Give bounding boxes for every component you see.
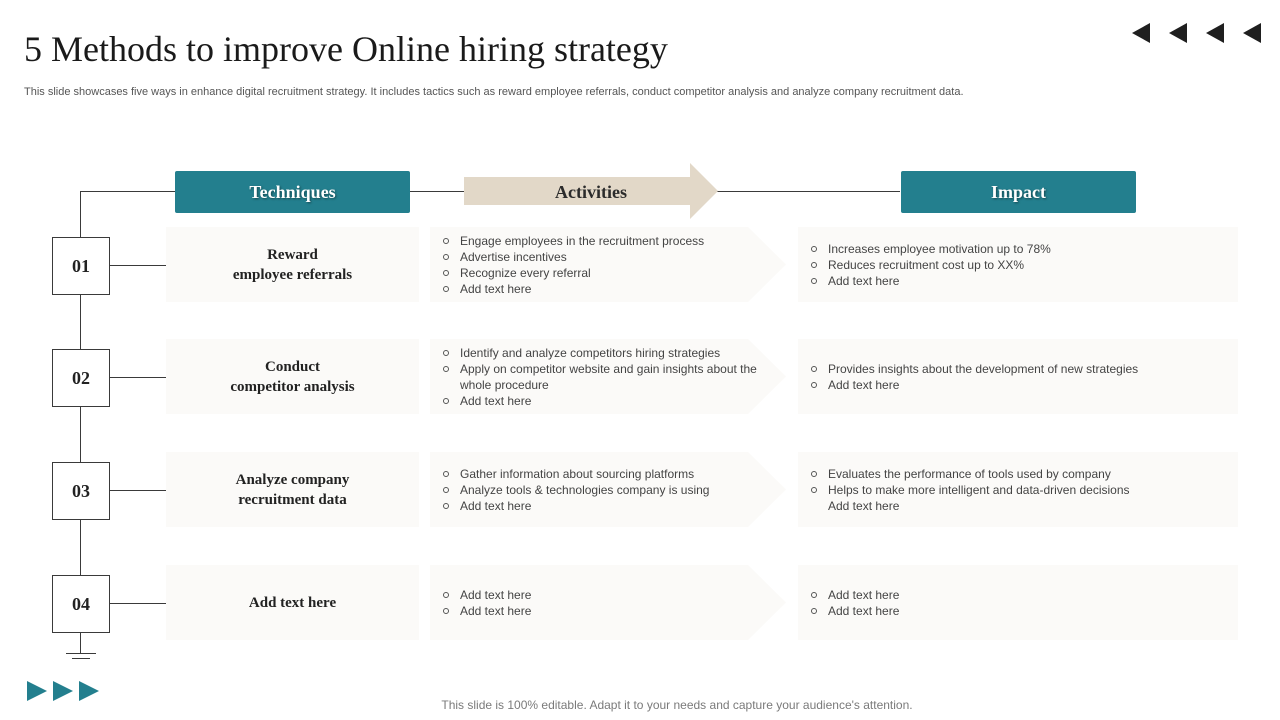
list-item: Reduces recruitment cost up to XX% [810,257,1238,273]
list-item: Add text here [442,603,782,619]
list-item: Provides insights about the development of new strategies [810,361,1238,377]
list-item: Evaluates the performance of tools used by company [810,466,1238,482]
list-item: Advertise incentives [442,249,782,265]
activities-card [430,565,786,640]
list-item: Engage employees in the recruitment process [442,233,782,249]
technique-card: Add text here [166,565,419,640]
list-item: Add text here [442,498,782,514]
impact-list [798,227,1238,302]
list-item: Add text here [810,273,1238,289]
list-item: Add text here [810,377,1238,393]
row-number-box: 04 [52,575,110,633]
activities-header-label: Activities [555,182,627,202]
impact-list [798,452,1238,527]
row-number-box: 01 [52,237,110,295]
timeline-ground-line-short [72,658,90,659]
list-item: Apply on competitor website and gain insights about the whole procedure [442,361,782,393]
impact-card [798,452,1238,527]
page-subtitle: This slide showcases five ways in enhance digital recruitment strategy. It includes tactics such as reward employee referrals, conduct competitor analysis and analyze company recruitment data. [24,86,964,98]
impact-card [798,565,1238,640]
technique-card: Analyze company recruitment data [166,452,419,527]
list-item: Add text here [442,587,782,603]
activities-list [430,565,782,640]
activities-card [430,227,786,302]
left-triangle-arrow-icon[interactable] [1241,20,1263,46]
impact-card [798,227,1238,302]
list-item: Analyze tools & technologies company is using [442,482,782,498]
techniques-header: Techniques [175,171,410,213]
activities-card [430,452,786,527]
technique-card: Reward employee referrals [166,227,419,302]
list-item: Add text here [442,393,782,409]
activities-list [430,452,782,527]
row-connector-line [108,490,166,491]
row-connector-line [108,265,166,266]
technique-card: Conduct competitor analysis [166,339,419,414]
impact-list [798,565,1238,640]
activities-list [430,339,782,414]
row-number-box: 03 [52,462,110,520]
row-connector-line [108,377,166,378]
row-number-box: 02 [52,349,110,407]
list-item: Gather information about sourcing platforms [442,466,782,482]
left-triangle-arrow-icon[interactable] [1167,20,1189,46]
list-item: Add text here [810,603,1238,619]
list-item: Add text here [442,281,782,297]
activities-list [430,227,782,302]
impact-list [798,339,1238,414]
list-item: Recognize every referral [442,265,782,281]
impact-card [798,339,1238,414]
list-item: Helps to make more intelligent and data-driven decisions [810,482,1238,498]
top-navigation-arrows [1130,20,1280,46]
list-item: Add text here [828,498,900,513]
list-item: Identify and analyze competitors hiring strategies [442,345,782,361]
left-triangle-arrow-icon[interactable] [1130,20,1152,46]
list-item: Add text here [810,587,1238,603]
left-triangle-arrow-icon[interactable] [1204,20,1226,46]
row-connector-line [108,603,166,604]
activities-card [430,339,786,414]
timeline-ground-line [66,653,96,654]
list-item: Increases employee motivation up to 78% [810,241,1238,257]
footer-note: This slide is 100% editable. Adapt it to your needs and capture your audience's attention. [441,698,913,712]
impact-header: Impact [901,171,1136,213]
activities-header [464,163,718,219]
page-title: 5 Methods to improve Online hiring strategy [24,29,668,69]
